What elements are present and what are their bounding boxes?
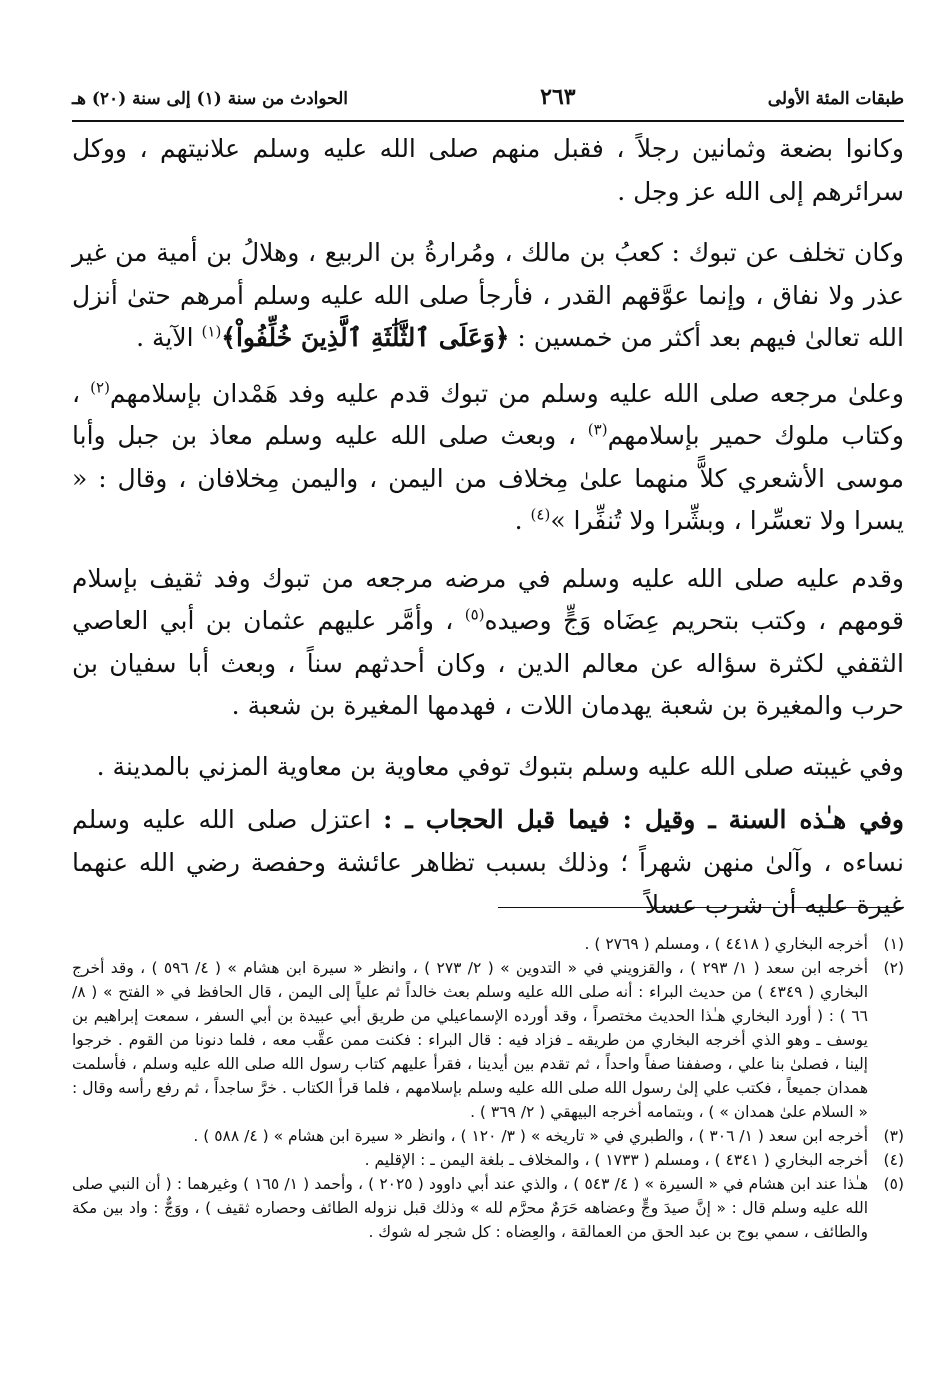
paragraph-2 <box>72 232 904 360</box>
footnote-number: (٣) <box>883 1127 904 1145</box>
paragraph-5: وفي غيبته صلى الله عليه وسلم بتبوك توفي معاوية بن معاوية المزني بالمدينة . <box>96 751 904 781</box>
paragraph-3-text-a: وعلىٰ مرجعه صلى الله عليه وسلم من تبوك قدم عليه وفد هَمْدان بإسلامهم <box>109 378 904 408</box>
footnote-number: (٤) <box>883 1151 904 1169</box>
footnote-4 <box>72 1148 904 1172</box>
paragraph-1: وكانوا بضعة وثمانين رجلاً ، فقبل منهم صلى الله عليه وسلم علانيتهم ، ووكل سرائرهم إلى الله عز وجل . <box>72 134 904 206</box>
book-title: طبقات المئة الأولى <box>767 89 904 109</box>
footnote-ref-1[interactable]: (١) <box>201 322 222 341</box>
footnote-number: (١) <box>883 935 904 953</box>
paragraph-3-text-b: ، وكتاب ملوك حمير بإسلامهم <box>72 378 904 450</box>
paragraph-3-text-d: . <box>514 506 531 535</box>
page-number: ٢٦٣ <box>540 84 576 110</box>
main-text <box>72 128 904 927</box>
footnote-text: أخرجه ابن سعد ( ١/ ٣٠٦ ) ، والطبري في « تاريخه » ( ٣/ ١٢٠ ) ، وانظر « سيرة ابن هشام » ( ٤/ ٥٨٨ ) . <box>193 1127 868 1145</box>
running-header <box>72 84 904 118</box>
footnote-5 <box>72 1172 904 1244</box>
book-page <box>72 0 904 1391</box>
footnote-ref-2[interactable]: (٢) <box>90 378 110 397</box>
footnote-ref-3[interactable]: (٣) <box>587 420 608 439</box>
paragraph-2-text: وكان تخلف عن تبوك : كعبُ بن مالك ، ومُرارةُ بن الربيع ، وهلالُ بن أمية من غير عذر ولا نفاق ، وإنما عوَّقهم القدر ، فأرجأ صلى الله عليه وسلم أمرهم حتىٰ أنزل الله تعالىٰ فيهم بعد أكثر من خمسين : <box>72 238 904 352</box>
footnote-text: هـٰذا عند ابن هشام في « السيرة » ( ٤/ ٥٤٣ ) ، والذي عند أبي داوود ( ٢٠٢٥ ) ، وأحمد ( ١/ ١٦٥ ) وغيرهما : ( أن النبي صلى الله عليه وسلم قال : « إنَّ صيدَ وجٍّ وعضاهه حَرَمٌ محرَّم لله » وذلك قبل نزوله الطائف وحصاره ثقيف ) ، ووَجٌّ : واد بين مكة والطائف ، سمي بوج بن عبد الحق من العمالقة ، والعِضاه : كل شجر له شوك . <box>72 1175 869 1241</box>
quran-verse: ﴿وَعَلَى ٱلثَّلَٰثَةِ ٱلَّذِينَ خُلِّفُواْ﴾ <box>221 323 510 352</box>
paragraph-2-end: الآية . <box>136 323 202 352</box>
footnote-2 <box>72 956 904 1124</box>
footnote-number: (٥) <box>883 1175 904 1193</box>
footnote-text: أخرجه ابن سعد ( ١/ ٢٩٣ ) ، والقزويني في « التدوين » ( ٢/ ٢٧٣ ) ، وانظر « سيرة ابن هشام » ( ٤/ ٥٩٦ ) ، وقد أخرج البخاري ( ٤٣٤٩ ) من حديث البراء : أنه صلى الله عليه وسلم بعث خالداً ثم علياً إلى اليمن ، قال الحافظ في « الفتح » ( ٨/ ٦٦ ) : ( أورد البخاري هـٰذا الحديث مختصراً ، وقد أورده الإسماعيلي من طريق أبي عبيدة بن أبي السفر ، سمعت إبراهيم بن يوسف ـ وهو الذي أخرجه البخاري من طريقه ـ فزاد فيه : قال البراء : فكنت ممن عقَّب معه ، فلما دنونا من القوم . خرجوا إلينا ، فصلىٰ بنا علي ، وصففنا صفاً واحداً ، ثم تقدم بين أيدينا ، فقرأ عليهم كتاب رسول الله صلى الله عليه وسلم ، فأسلمت همدان جميعاً ، فكتب علي إلىٰ رسول الله صلى الله عليه وسلم بإسلامهم ، فلما قرأ الكتاب . خرَّ ساجداً ، ثم رفع رأسه وقال : « السلام علىٰ همدان » ) ، وبتمامه أخرجه البيهقي ( ٢/ ٣٦٩ ) . <box>72 959 869 1121</box>
footnotes <box>72 932 904 1244</box>
paragraph-3 <box>72 373 904 543</box>
paragraph-4-text-a: وقدم عليه صلى الله عليه وسلم في مرضه مرجعه من تبوك وفد ثقيف بإسلام قومهم ، وكتب بتحريم عِضَاه وَجٍّ وصيده <box>72 563 904 635</box>
paragraph-4 <box>72 558 904 728</box>
chapter-range: الحوادث من سنة (١) إلى سنة (٢٠) هـ <box>72 89 349 109</box>
paragraph-4-text-b: ، وأمَّر عليهم عثمان بن أبي العاصي الثقفي لكثرة سؤاله عن معالم الدين ، وكان أحدثهم سناً ، وبعث أبا سفيان بن حرب والمغيرة بن شعبة يهدمان اللات ، فهدمها المغيرة بن شعبة . <box>72 606 904 720</box>
paragraph-6-text: اعتزل صلى الله عليه وسلم نساءه ، وآلىٰ منهن شهراً ؛ وذلك بسبب تظاهر عائشة وحفصة رضي الله عنهما غيرة عليه أن شرب عسلاً <box>72 805 904 919</box>
footnote-number: (٢) <box>883 959 904 977</box>
paragraph-3-text-c: ، وبعث صلى الله عليه وسلم معاذ بن جبل وأبا موسى الأشعري كلاًّ منهما علىٰ مِخلاف من اليمن ، واليمن مِخلافان ، وقال : « يسرا ولا تعسِّرا ، وبشِّرا ولا تُنفِّرا » <box>72 421 904 535</box>
footnote-text: أخرجه البخاري ( ٤٤١٨ ) ، ومسلم ( ٢٧٦٩ ) . <box>584 935 868 953</box>
footnote-ref-4[interactable]: (٤) <box>530 505 551 524</box>
footnote-separator <box>498 907 904 908</box>
paragraph-6-lead: وفي هـٰذه السنة ـ وقيل : فيما قبل الحجاب ـ : <box>383 805 905 834</box>
footnote-text: أخرجه البخاري ( ٤٣٤١ ) ، ومسلم ( ١٧٣٣ ) ، والمخلاف ـ بلغة اليمن ـ : الإقليم . <box>364 1151 868 1169</box>
footnote-3 <box>72 1124 904 1148</box>
footnote-ref-5[interactable]: (٥) <box>464 605 485 624</box>
footnote-1 <box>72 932 904 956</box>
header-rule <box>72 120 904 122</box>
